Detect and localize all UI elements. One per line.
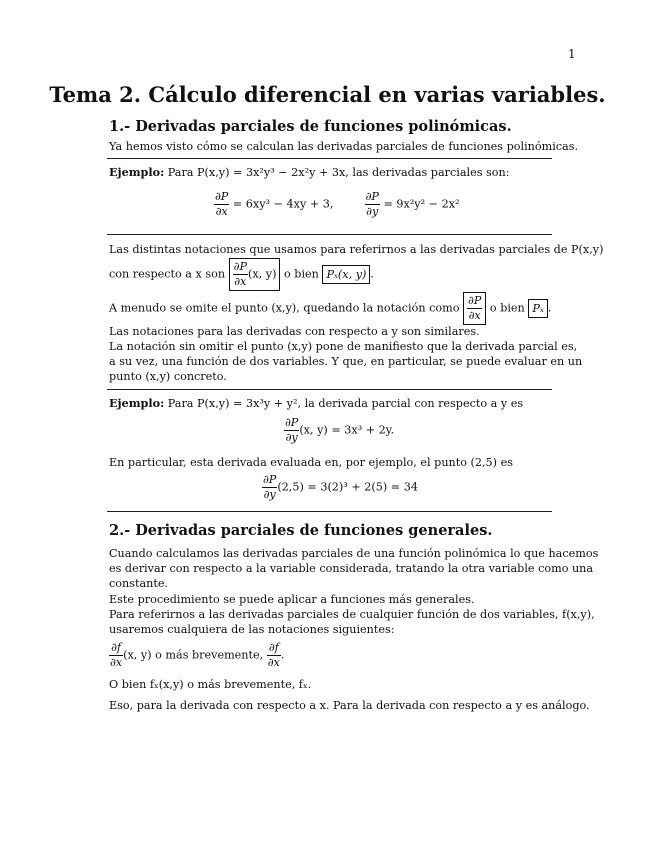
fraction-dP-dy: $\frac{\partial P}{\partial y}$	[365, 190, 379, 218]
notation-line2: con respecto a x son $\frac{\partial P}{\partial x}$ (x, y) o bien Pₓ(x, y) .	[109, 258, 374, 291]
section2-line: es derivar con respecto a la variable considerada, tratando la otra variable como una	[109, 562, 594, 575]
para-line: La notación sin omitir el punto (x,y) pone de manifiesto que la derivada parcial es,	[109, 340, 578, 353]
section2-line: Para referirnos a las derivadas parciales de cualquier función de dos variables, f(x,y),	[109, 608, 595, 621]
page-title: Tema 2. Cálculo diferencial en varias variables.	[49, 82, 606, 107]
section2-line: Este procedimiento se puede aplicar a funciones más generales.	[109, 593, 475, 606]
section2-last: Eso, para la derivada con respecto a x. Para la derivada con respecto a y es análogo.	[109, 699, 590, 712]
para-line: punto (x,y) concreto.	[109, 370, 227, 383]
notation-box-subscript: Pₓ(x, y)	[322, 265, 370, 284]
omit-box-subscript: Pₓ	[528, 299, 548, 318]
example2-formula2: $\frac{\partial P}{\partial y}$ (2,5) = 3(2)³ + 2(5) = 34	[263, 473, 418, 501]
section2-line: constante.	[109, 577, 168, 590]
section2-line: usaremos cualquiera de las notaciones siguientes:	[109, 623, 395, 636]
fraction-dP-dx: $\frac{\partial P}{\partial x}$	[215, 190, 229, 218]
notation-line1: Las distintas notaciones que usamos para referirnos a las derivadas parciales de P(x,y)	[109, 243, 604, 256]
section2-line: Cuando calculamos las derivadas parciales de una función polinómica lo que hacemos	[109, 547, 599, 560]
omit-line: A menudo se omite el punto (x,y), quedando la notación como $\frac{\partial P}{\partial x}$ o bien Pₓ .	[109, 292, 551, 325]
example2-text: Para P(x,y) = 3x³y + y², la derivada parcial con respecto a y es	[167, 397, 524, 410]
section1-intro: Ya hemos visto cómo se calculan las derivadas parciales de funciones polinómicas.	[109, 140, 579, 153]
example2-label: Ejemplo:	[109, 396, 165, 410]
example1-line	[109, 165, 509, 180]
page-number: 1	[568, 47, 576, 61]
notation-general-1: $\frac{\partial f}{\partial x}$ (x, y) o más brevemente, $\frac{\partial f}{\partial x}$ .	[110, 641, 285, 669]
formula-py: = 9x²y² − 2x²	[383, 197, 460, 211]
example1-label: Ejemplo:	[109, 165, 165, 179]
example2-line	[109, 396, 523, 411]
divider	[107, 389, 552, 390]
notation-general-2: O bien fₓ(x,y) o más brevemente, fₓ.	[109, 678, 312, 691]
example1-text: Para P(x,y) = 3x²y³ − 2x²y + 3x, las derivadas parciales son:	[167, 166, 510, 179]
similar-line: Las notaciones para las derivadas con respecto a y son similares.	[109, 325, 480, 338]
para-line: a su vez, una función de dos variables. Y que, en particular, se puede evaluar en un	[109, 355, 583, 368]
notation-box-partial: $\frac{\partial P}{\partial x}$ (x, y)	[229, 258, 281, 291]
divider	[107, 511, 552, 512]
divider	[107, 158, 552, 159]
omit-box-partial: $\frac{\partial P}{\partial x}$	[463, 292, 486, 325]
example2-formula1: $\frac{\partial P}{\partial y}$ (x, y) = 3x³ + 2y.	[285, 416, 395, 444]
example2-text2: En particular, esta derivada evaluada en, por ejemplo, el punto (2,5) es	[109, 456, 513, 469]
example1-formula	[214, 190, 459, 219]
formula-px: = 6xy³ − 4xy + 3,	[232, 197, 334, 211]
section1-heading: 1.- Derivadas parciales de funciones polinómicas.	[109, 118, 512, 135]
section2-heading: 2.- Derivadas parciales de funciones generales.	[109, 522, 493, 539]
divider	[107, 234, 552, 235]
